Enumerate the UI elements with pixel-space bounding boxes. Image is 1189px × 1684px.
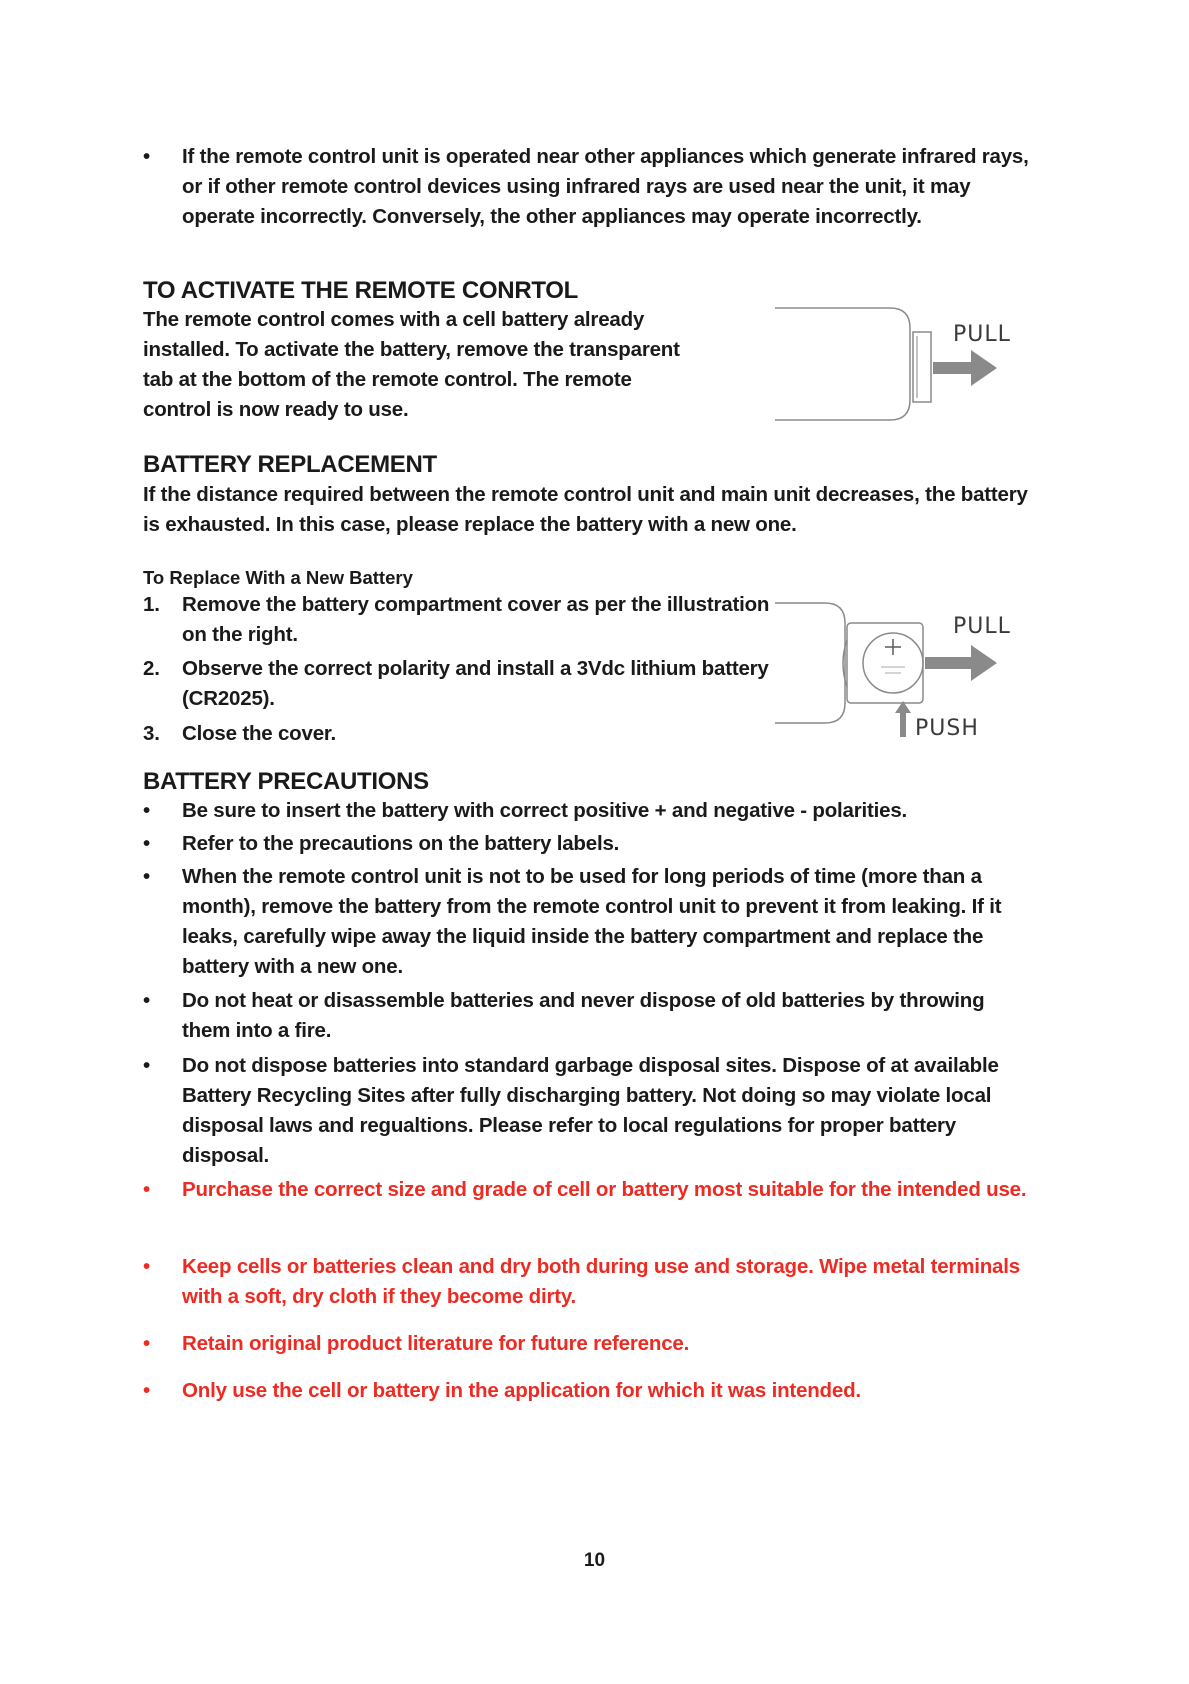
pull-label: PULL — [953, 322, 1011, 347]
warning-text: Keep cells or batteries clean and dry both during use and storage. Wipe metal terminals with a soft, dry cloth if they become dirty. — [182, 1255, 1020, 1308]
activate-line: tab at the bottom of the remote control. The remote — [143, 368, 632, 391]
pull-label: PULL — [953, 614, 1011, 639]
replace-step — [143, 719, 783, 749]
bullet-dot: • — [143, 799, 150, 822]
remote-outline — [775, 308, 910, 420]
precaution-text: Refer to the precautions on the battery labels. — [182, 832, 620, 855]
step-text: Remove the battery compartment cover as per the illustration on the right. — [182, 593, 770, 646]
warning-text: Retain original product literature for future reference. — [182, 1332, 690, 1355]
activate-line: control is now ready to use. — [143, 398, 409, 421]
bullet-dot: • — [143, 1178, 150, 1201]
precaution-item — [143, 862, 1033, 982]
bullet-dot: • — [143, 865, 150, 888]
warning-item — [143, 1376, 1033, 1406]
replace-subheading: To Replace With a New Battery — [143, 567, 413, 588]
bullet-dot: • — [143, 1054, 150, 1077]
compartment-cover — [847, 623, 923, 703]
page-number: 10 — [583, 1550, 606, 1571]
remote-pull-tab-illustration — [775, 300, 1035, 430]
bullet-dot: • — [143, 832, 150, 855]
bullet-dot: • — [143, 1255, 150, 1278]
pull-tab — [913, 332, 931, 402]
step-number: 1. — [143, 593, 160, 616]
precaution-item — [143, 1051, 1033, 1171]
step-text: Close the cover. — [182, 722, 337, 745]
intro-bullet — [143, 142, 1033, 232]
step-number: 3. — [143, 722, 160, 745]
warning-item — [143, 1252, 1033, 1312]
activate-line: The remote control comes with a cell battery already — [143, 308, 645, 331]
precaution-text: When the remote control unit is not to be used for long periods of time (more than a month), remove the battery from the remote control unit to prevent it from leaking. If it leaks, carefully wipe away the liquid inside the battery compartment and replace the battery with a new one. — [182, 865, 1002, 978]
precaution-item — [143, 829, 1033, 859]
warning-item — [143, 1329, 1033, 1359]
intro-bullet-text: If the remote control unit is operated near other appliances which generate infrared rays, or if other remote control devices using infrared rays are used near the unit, it may operate incorrectly. Conversely, the other appliances may operate incorrectly. — [182, 145, 1029, 228]
remote-outline — [775, 603, 845, 723]
activate-heading: TO ACTIVATE THE REMOTE CONRTOL — [143, 277, 579, 304]
pull-arrow-icon — [933, 350, 997, 386]
replace-step — [143, 654, 783, 714]
pull-arrow-icon — [925, 645, 997, 681]
push-arrow-icon — [895, 701, 911, 737]
warning-item — [143, 1175, 1033, 1205]
push-label: PUSH — [915, 716, 979, 740]
bullet-dot: • — [143, 145, 150, 168]
precautions-heading: BATTERY PRECAUTIONS — [143, 768, 429, 795]
bullet-dot: • — [143, 989, 150, 1012]
bullet-dot: • — [143, 1379, 150, 1402]
replacement-heading: BATTERY REPLACEMENT — [143, 451, 437, 478]
bullet-dot: • — [143, 1332, 150, 1355]
step-text: Observe the correct polarity and install a 3Vdc lithium battery (CR2025). — [182, 657, 769, 710]
warning-text: Only use the cell or battery in the application for which it was intended. — [182, 1379, 861, 1402]
precaution-text: Do not heat or disassemble batteries and never dispose of old batteries by throwing them into a fire. — [182, 989, 985, 1042]
precaution-text: Be sure to insert the battery with correct positive + and negative - polarities. — [182, 799, 908, 822]
precaution-item — [143, 796, 1033, 826]
battery-compartment-illustration — [775, 595, 1035, 740]
precaution-item — [143, 986, 1033, 1046]
precaution-text: Do not dispose batteries into standard garbage disposal sites. Dispose of at available Battery Recycling Sites after fully discharging battery. Not doing so may violate local disposal laws and regualtions. Please refer to local regulations for proper battery disposal. — [182, 1054, 999, 1167]
replacement-paragraph: If the distance required between the remote control unit and main unit decreases, the battery is exhausted. In this case, please replace the battery with a new one. — [143, 483, 1028, 536]
replace-step — [143, 590, 783, 650]
activate-paragraph — [143, 305, 743, 425]
step-number: 2. — [143, 657, 160, 680]
activate-line: installed. To activate the battery, remove the transparent — [143, 338, 680, 361]
warning-text: Purchase the correct size and grade of cell or battery most suitable for the intended use. — [182, 1178, 1027, 1201]
